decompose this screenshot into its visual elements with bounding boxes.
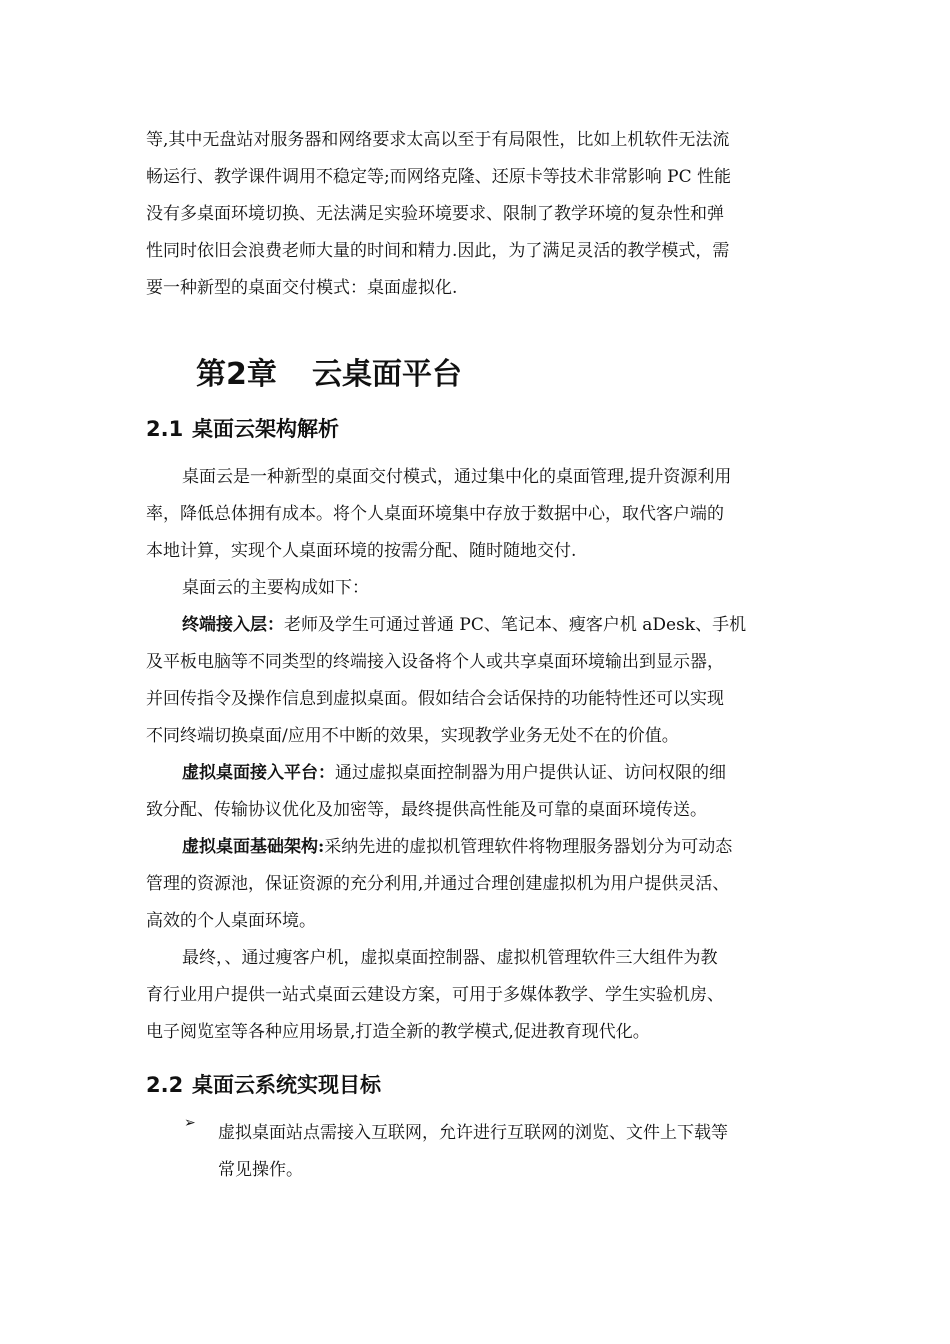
text-line: 没有多桌面环境切换、无法满足实验环境要求、限制了教学环境的复杂性和弹: [146, 204, 724, 224]
section-number: 2.1: [146, 417, 184, 441]
text-line: 要一种新型的桌面交付模式：桌面虚拟化.: [146, 278, 458, 298]
text-line: 电子阅览室等各种应用场景,打造全新的教学模式,促进教育现代化。: [146, 1022, 650, 1042]
section-title: 桌面云系统实现目标: [192, 1073, 381, 1097]
section-heading-2-1: [146, 405, 810, 453]
final-paragraph: [146, 940, 810, 1051]
section-number: 2.2: [146, 1073, 184, 1097]
text-line: 性同时依旧会浪费老师大量的时间和精力.因此，为了满足灵活的教学模式，需: [146, 241, 730, 261]
document-page: [146, 122, 810, 1189]
term-text: 通过虚拟桌面控制器为用户提供认证、访问权限的细: [335, 763, 726, 783]
text-line: [146, 755, 810, 792]
text-line: 虚拟桌面站点需接入互联网，允许进行互联网的浏览、文件上下载等: [218, 1123, 728, 1143]
intro-paragraph: [146, 122, 810, 307]
chapter-number: 第2章: [196, 357, 277, 392]
text-line: 畅运行、教学课件调用不稳定等;而网络克隆、还原卡等技术非常影响 PC 性能: [146, 167, 731, 187]
term-text: 采纳先进的虚拟机管理软件将物理服务器划分为可动态: [324, 837, 733, 857]
section1-paragraph-2: 桌面云的主要构成如下：: [182, 578, 369, 598]
access-platform-paragraph: [146, 755, 810, 829]
text-line: 最终，、通过瘦客户机，虚拟桌面控制器、虚拟机管理软件三大组件为教: [182, 948, 718, 968]
section1-paragraph-1: [146, 459, 810, 570]
text-line: 本地计算，实现个人桌面环境的按需分配、随时随地交付.: [146, 541, 577, 561]
term-text: 老师及学生可通过普通 PC、笔记本、瘦客户机 aDesk、手机: [284, 615, 747, 635]
chapter-heading: [196, 345, 810, 405]
text-line: 管理的资源池，保证资源的充分利用,并通过合理创建虚拟机为用户提供灵活、: [146, 874, 730, 894]
terminal-layer-paragraph: [146, 607, 810, 755]
text-line: 并回传指令及操作信息到虚拟桌面。假如结合会话保持的功能特性还可以实现: [146, 689, 724, 709]
text-line: 高效的个人桌面环境。: [146, 911, 316, 931]
arrow-bullet-icon: ➢: [184, 1115, 196, 1131]
infrastructure-paragraph: [146, 829, 810, 940]
text-line: [146, 607, 810, 644]
text-line: 率，降低总体拥有成本。将个人桌面环境集中存放于数据中心，取代客户端的: [146, 504, 724, 524]
term-label: 终端接入层：: [182, 615, 284, 635]
text-line: 及平板电脑等不同类型的终端接入设备将个人或共享桌面环境输出到显示器，: [146, 652, 724, 672]
term-label: 虚拟桌面基础架构:: [182, 837, 325, 857]
bullet-item: [146, 1115, 810, 1189]
text-line: 致分配、传输协议优化及加密等，最终提供高性能及可靠的桌面环境传送。: [146, 800, 707, 820]
text-line: 常见操作。: [218, 1160, 303, 1180]
chapter-title: 云桌面平台: [312, 357, 462, 392]
text-line: 育行业用户提供一站式桌面云建设方案，可用于多媒体教学、学生实验机房、: [146, 985, 724, 1005]
text-line: 等,其中无盘站对服务器和网络要求太高以至于有局限性，比如上机软件无法流: [146, 130, 730, 150]
text-line: 不同终端切换桌面/应用不中断的效果，实现教学业务无处不在的价值。: [146, 726, 679, 746]
section-title: 桌面云架构解析: [192, 417, 339, 441]
term-label: 虚拟桌面接入平台：: [182, 763, 335, 783]
section-heading-2-2: [146, 1061, 810, 1109]
text-line: 桌面云是一种新型的桌面交付模式，通过集中化的桌面管理,提升资源利用: [182, 467, 732, 487]
text-line: [146, 829, 810, 866]
